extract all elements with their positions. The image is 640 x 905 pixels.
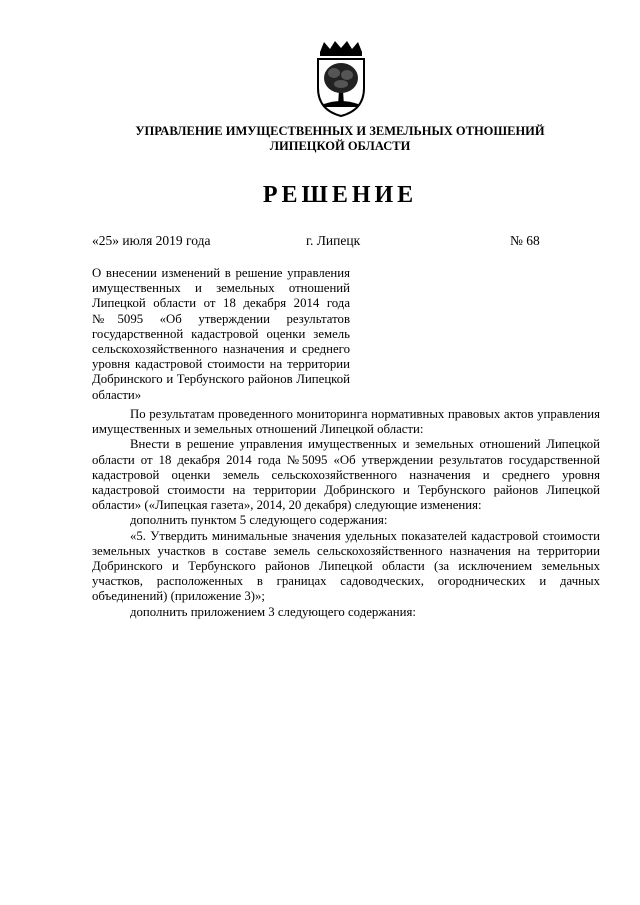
document-date: «25» июля 2019 года bbox=[92, 233, 211, 248]
org-title-line2: ЛИПЕЦКОЙ ОБЛАСТИ bbox=[269, 139, 411, 153]
organization-title bbox=[60, 124, 620, 154]
coat-of-arms-icon bbox=[314, 40, 368, 118]
body-paragraph: дополнить приложением 3 следующего содержания: bbox=[130, 604, 416, 619]
document-body bbox=[92, 407, 600, 620]
body-paragraph: По результатам проведенного мониторинга нормативных правовых актов управления имущественных и земельных отношений Липецкой области: bbox=[92, 407, 600, 437]
body-paragraph: «5. Утвердить минимальные значения удельных показателей кадастровой стоимости земельных участков в составе земель сельскохозяйственного назначения на территории Добринского и Тербунского районов Липецкой области (за исключением земельных участков, расположенных в границах садоводческих, огороднических и дачных объединений) (приложение 3)»; bbox=[92, 528, 600, 604]
document-number: № 68 bbox=[510, 233, 540, 248]
document-subject: О внесении изменений в решение управления имущественных и земельных отношений Липецкой области от 18 декабря 2014 года №5095 «Об утверждении результатов государственной кадастровой оценки земель сельскохозяйственного назначения и среднего уровня кадастровой стоимости на территории Добринского и Тербунского районов Липецкой области» bbox=[92, 266, 350, 402]
body-paragraph: дополнить пунктом 5 следующего содержания: bbox=[130, 513, 388, 528]
org-title-line1: УПРАВЛЕНИЕ ИМУЩЕСТВЕННЫХ И ЗЕМЕЛЬНЫХ ОТНОШЕНИЙ bbox=[135, 124, 545, 138]
document-city: г. Липецк bbox=[306, 233, 361, 248]
document-type: РЕШЕНИЕ bbox=[262, 182, 418, 208]
body-paragraph: Внести в решение управления имущественных и земельных отношений Липецкой области от 18 декабря 2014 года №5095 «Об утверждении результатов государственной кадастровой оценки земель сельскохозяйственного назначения и среднего уровня кадастровой стоимости на территории Добринского и Тербунского районов Липецкой области» («Липецкая газета», 2014, 20 декабря) следующие изменения: bbox=[92, 437, 600, 513]
